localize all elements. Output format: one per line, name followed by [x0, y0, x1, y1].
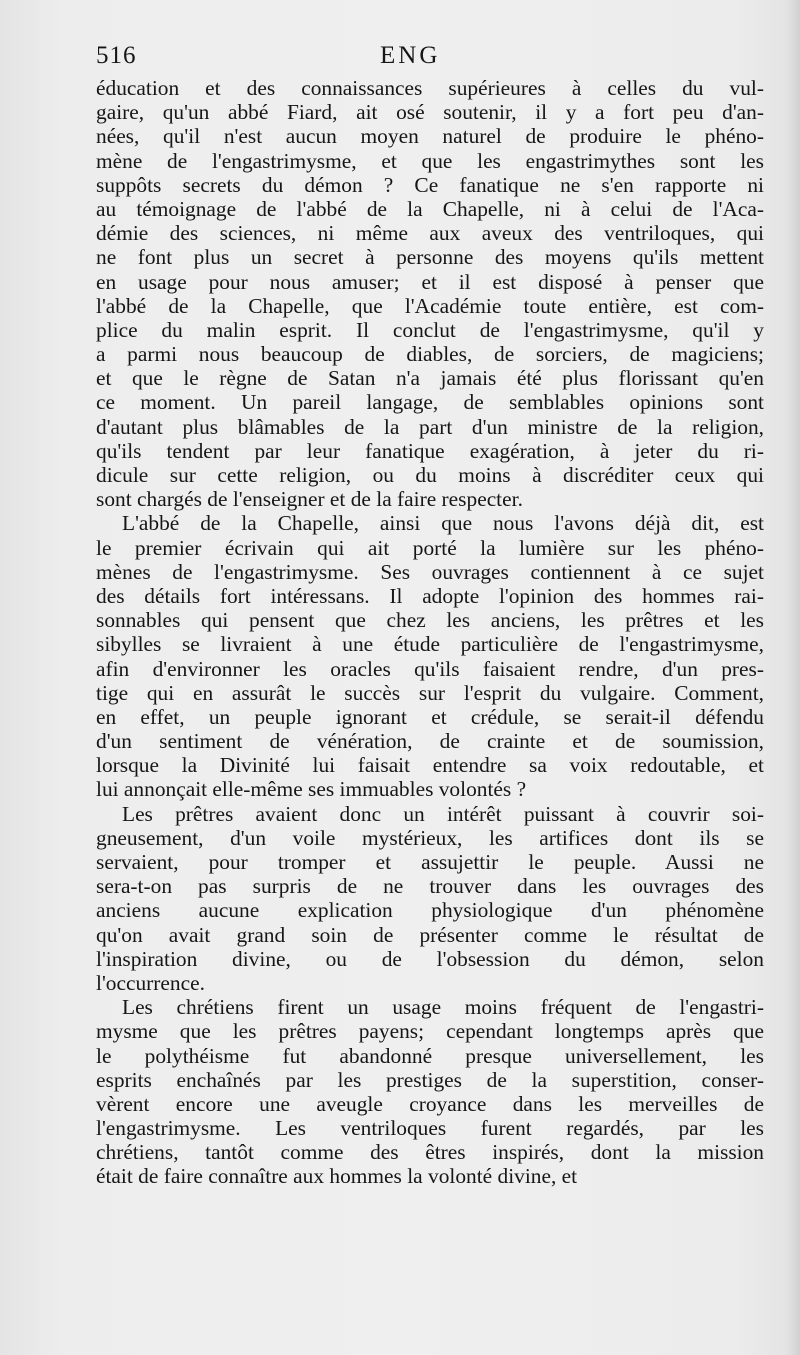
paragraph-3	[96, 802, 764, 996]
text-line: a parmi nous beaucoup de diables, de sorciers, de magiciens;	[96, 342, 764, 367]
paragraph-1	[96, 76, 764, 511]
text-line: sera-t-on pas surpris de ne trouver dans les ouvrages des	[96, 874, 764, 899]
text-line: suppôts secrets du démon ? Ce fanatique ne s'en rapporte ni	[96, 172, 764, 197]
paragraph-2	[96, 511, 764, 801]
text-line: vèrent encore une aveugle croyance dans les merveilles de	[96, 1091, 764, 1116]
text-line: au témoignage de l'abbé de la Chapelle, ni à celui de l'Aca-	[96, 196, 764, 221]
text-line: esprits enchaînés par les prestiges de la superstition, conser-	[96, 1067, 764, 1092]
page-header	[96, 36, 762, 76]
text-line: démie des sciences, ni même aux aveux des ventriloques, qui	[96, 221, 764, 246]
text-line: des détails fort intéressans. Il adopte l'opinion des hommes rai-	[96, 583, 764, 608]
text-line: tige qui en assurât le succès sur l'esprit du vulgaire. Comment,	[96, 680, 764, 705]
text-line: mènes de l'engastrimysme. Ses ouvrages contiennent à ce sujet	[96, 559, 764, 584]
page-number: 516	[96, 42, 137, 69]
page-edge-shadow	[786, 0, 800, 1355]
text-line: l'abbé de la Chapelle, que l'Académie toute entière, est com-	[96, 293, 764, 318]
paragraph-text	[96, 511, 764, 801]
text-line: et que le règne de Satan n'a jamais été plus florissant qu'en	[96, 366, 764, 391]
text-line: mysme que les prêtres payens; cependant longtemps après que	[96, 1019, 764, 1044]
body-text	[96, 76, 764, 1189]
text-line: dicule sur cette religion, ou du moins à discréditer ceux qui	[96, 463, 764, 487]
text-line: chrétiens, tantôt comme des êtres inspirés, dont la mission	[96, 1140, 764, 1165]
text-line: sonnables qui pensent que chez les anciens, les prêtres et les	[96, 608, 764, 633]
text-line: lorsque la Divinité lui faisait entendre sa voix redoutable, et	[96, 753, 764, 778]
text-line: en effet, un peuple ignorant et crédule, se serait-il défendu	[96, 704, 764, 729]
text-line: nées, qu'il n'est aucun moyen naturel de produire le phéno-	[96, 124, 764, 149]
text-line: lui annonçait elle-même ses immuables volontés ?	[96, 777, 527, 802]
text-line: L'abbé de la Chapelle, ainsi que nous l'avons déjà dit, est	[122, 511, 764, 536]
paragraph-4	[96, 995, 764, 1189]
text-line: d'autant plus blâmables de la part d'un ministre de la religion,	[96, 414, 764, 439]
text-line: Les prêtres avaient donc un intérêt puissant à couvrir soi-	[122, 801, 764, 826]
paragraph-text	[96, 995, 764, 1189]
text-line: plice du malin esprit. Il conclut de l'engastrimysme, qu'il y	[96, 317, 764, 342]
text-line: le polythéisme fut abandonné presque universellement, les	[96, 1043, 764, 1068]
text-line: sibylles se livraient à une étude particulière de l'engastrimysme,	[96, 632, 764, 657]
text-line: qu'ils tendent par leur fanatique exagération, à jeter du ri-	[96, 438, 764, 463]
text-line: était de faire connaître aux hommes la volonté divine, et	[96, 1164, 578, 1189]
text-line: en usage pour nous amuser; et il est disposé à penser que	[96, 269, 764, 294]
paragraph-text	[96, 76, 764, 511]
text-line: gneusement, d'un voile mystérieux, les artifices dont ils se	[96, 825, 764, 850]
text-line: l'inspiration divine, ou de l'obsession du démon, selon	[96, 946, 764, 971]
text-line: l'engastrimysme. Les ventriloques furent regardés, par les	[96, 1116, 764, 1141]
text-line: qu'on avait grand soin de présenter comme le résultat de	[96, 922, 764, 947]
text-line: ce moment. Un pareil langage, de semblables opinions sont	[96, 390, 764, 415]
text-line: ne font plus un secret à personne des moyens qu'ils mettent	[96, 245, 764, 270]
text-line: sont chargés de l'enseigner et de la faire respecter.	[96, 487, 523, 512]
paragraph-text	[96, 802, 764, 996]
text-line: éducation et des connaissances supérieures à celles du vul-	[96, 76, 764, 100]
text-line: d'un sentiment de vénération, de crainte et de soumission,	[96, 729, 764, 754]
text-line: l'occurrence.	[96, 970, 205, 995]
text-line: gaire, qu'un abbé Fiard, ait osé soutenir, il y a fort peu d'an-	[96, 100, 764, 125]
text-line: afin d'environner les oracles qu'ils faisaient rendre, d'un pres-	[96, 656, 764, 681]
text-line: anciens aucune explication physiologique d'un phénomène	[96, 898, 764, 923]
text-line: servaient, pour tromper et assujettir le peuple. Aussi ne	[96, 850, 764, 874]
text-line: le premier écrivain qui ait porté la lumière sur les phéno-	[96, 535, 764, 560]
running-head: ENG	[380, 42, 441, 69]
text-line: Les chrétiens firent un usage moins fréquent de l'engastri-	[122, 995, 764, 1020]
text-line: mène de l'engastrimysme, et que les engastrimythes sont les	[96, 148, 764, 173]
